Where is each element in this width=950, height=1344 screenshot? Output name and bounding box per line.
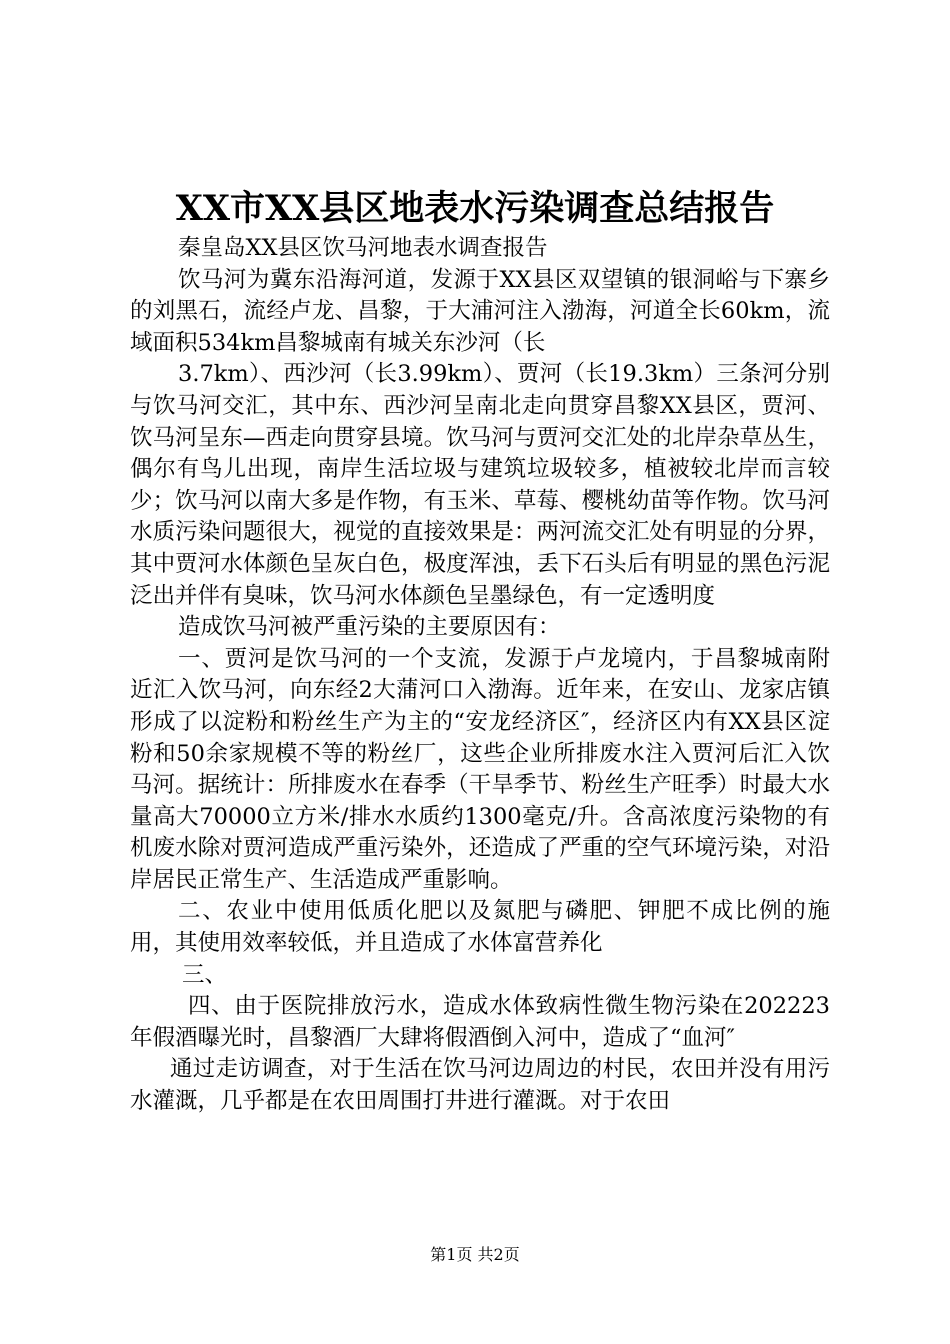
paragraph-cause-two: 二、农业中使用低质化肥以及氮肥与磷肥、钾肥不成比例的施用，其使用效率较低，并且造成了水体富营养化	[130, 898, 830, 957]
paragraph-cause-three: 三、	[182, 961, 228, 988]
paragraph-survey: 通过走访调查，对于生活在饮马河边周边的村民，农田并没有用污水灌溉，几乎都是在农田周围打井进行灌溉。对于农田	[130, 1056, 830, 1115]
paragraph-cause-one: 一、贾河是饮马河的一个支流，发源于卢龙境内，于昌黎城南附近汇入饮马河，向东经2大蒲河口入渤海。近年来，在安山、龙家店镇形成了以淀粉和粉丝生产为主的“安龙经济区″，经济区内有XX县区淀粉和50余家规模不等的粉丝厂，这些企业所排废水注入贾河后汇入饮马河。据统计：所排废水在春季（干旱季节、粉丝生产旺季）时最大水量高大70000立方米/排水水质约1300毫克/升。含高浓度污染物的有机废水除对贾河造成严重污染外，还造成了严重的空气环境污染，对沿岸居民正常生产、生活造成严重影响。	[130, 645, 830, 893]
paragraph-river-details: 3.7km）、西沙河（长3.99km）、贾河（长19.3km）三条河分别与饮马河交汇，其中东、西沙河呈南北走向贯穿昌黎XX县区，贾河、饮马河呈东—西走向贯穿县境。饮马河与贾河交汇处的北岸杂草丛生，偶尔有鸟儿出现，南岸生活垃圾与建筑垃圾较多，植被较北岸而言较少；饮马河以南大多是作物，有玉米、草莓、樱桃幼苗等作物。饮马河水质污染问题很大，视觉的直接效果是：两河流交汇处有明显的分界，其中贾河水体颜色呈灰白色，极度浑浊，丢下石头后有明显的黑色污泥泛出并伴有臭味，饮马河水体颜色呈墨绿色，有一定透明度	[130, 361, 830, 609]
document-title: XX市XX县区地表水污染调查总结报告	[175, 188, 775, 229]
paragraph-subtitle: 秦皇岛XX县区饮马河地表水调查报告	[178, 235, 548, 261]
paragraph-causes-heading: 造成饮马河被严重污染的主要原因有：	[178, 614, 561, 641]
paragraph-river-intro: 饮马河为冀东沿海河道，发源于XX县区双望镇的银洞峪与下寨乡的刘黑石，流经卢龙、昌黎，于大浦河注入渤海，河道全长60km，流域面积534km昌黎城南有城关东沙河（长	[130, 266, 830, 356]
document-body	[130, 233, 830, 1118]
page-number: 第1页 共2页	[430, 1245, 520, 1264]
paragraph-cause-four: 四、由于医院排放污水，造成水体致病性微生物污染在202223年假酒曝光时，昌黎酒厂大肆将假酒倒入河中，造成了“血河″	[130, 993, 830, 1051]
